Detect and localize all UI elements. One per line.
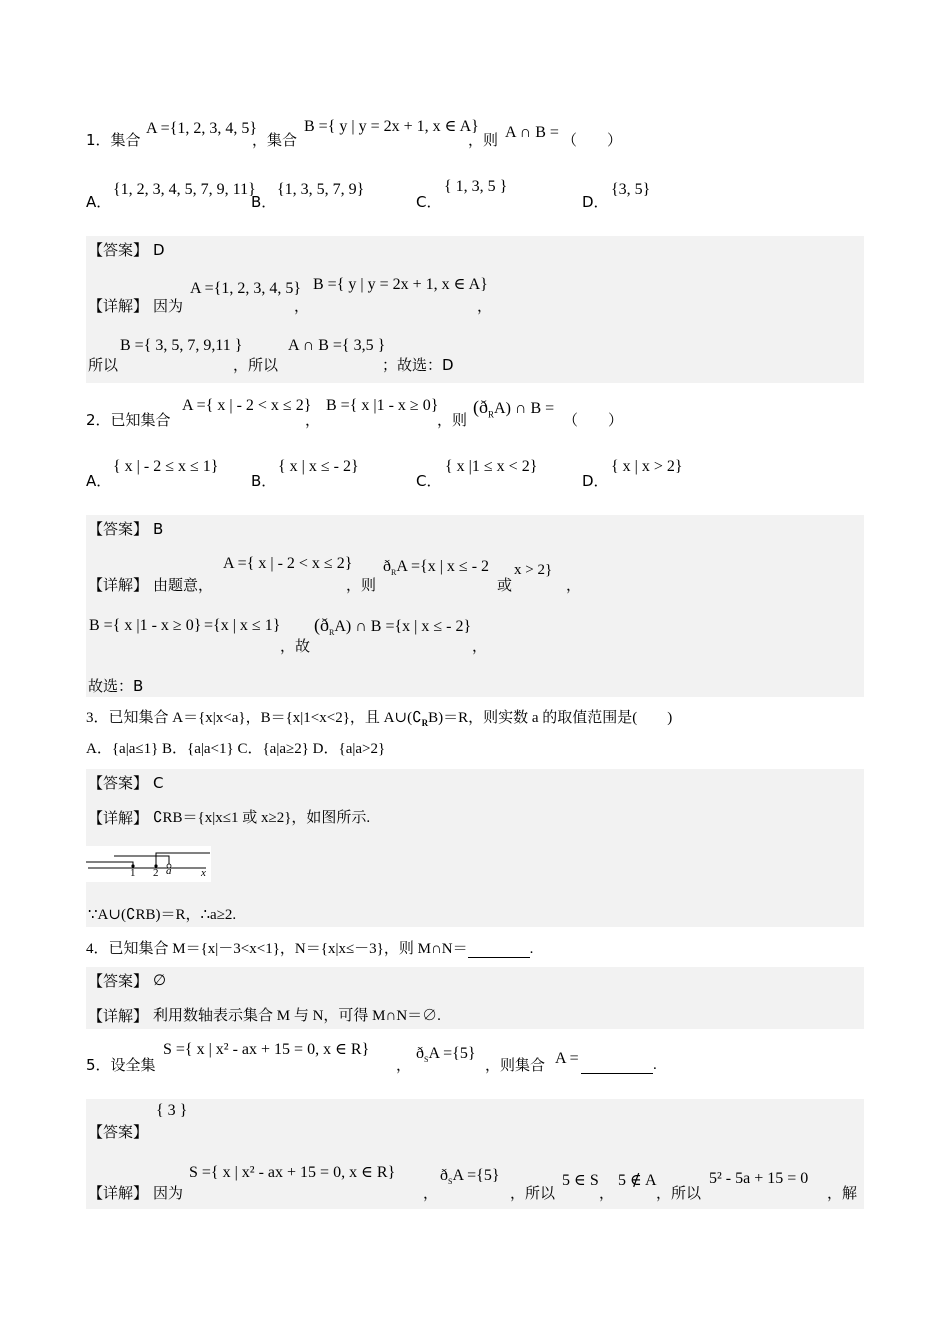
- q2-detail2-eq: ={x | x ≤ 1}: [204, 617, 281, 634]
- q2-option-b: { x | x ≤ - 2}: [278, 458, 359, 475]
- q2-detail2-set-b: B ={ x |1 - x ≥ 0}: [89, 617, 202, 634]
- q1-detail-set-a: A ={1, 2, 3, 4, 5}: [190, 280, 302, 297]
- q5-detail-so2: ，所以: [656, 1184, 702, 1202]
- q5-detail-equation: 5² - 5a + 15 = 0: [709, 1170, 809, 1187]
- q1-detail2-pre: 所以: [88, 356, 119, 374]
- q5-answer-box: [86, 1099, 864, 1209]
- q1-mid-text: ，集合: [252, 131, 298, 149]
- q3-answer: C: [153, 774, 164, 792]
- q2-option-d: { x | x > 2}: [611, 458, 683, 475]
- q2-detail-pre: 由题意，: [153, 576, 214, 594]
- q4-question: 4．已知集合 M＝{x|－3<x<1}，N＝{x|x≤－3}，则 M∩N＝ .: [86, 941, 534, 957]
- q1-number: 1．集合: [86, 131, 141, 149]
- q1-detail2-end: ；故选：D: [382, 356, 454, 374]
- q5-detail-complement: $ð_SA =\{5\}$: [440, 1167, 500, 1187]
- q4-answer-blank: [468, 943, 530, 958]
- q5-answer: { 3 }: [156, 1102, 188, 1119]
- q2-final: 故选：B: [88, 677, 144, 695]
- q2-detail2-expr: $(ð_RA)$ ∩ B ={x | x ≤ - 2}: [314, 615, 472, 638]
- q1-answer-label: 【答案】: [88, 241, 149, 259]
- q4-answer: ∅: [153, 973, 167, 989]
- q3-detail-label: 【详解】: [88, 809, 149, 827]
- q5-complement: $ð_SA =\{5\}$: [416, 1045, 476, 1065]
- q3-answer-label: 【答案】: [88, 774, 149, 792]
- q2-option-a: { x | - 2 ≤ x ≤ 1}: [113, 458, 219, 475]
- q1-option-a: {1, 2, 3, 4, 5, 7, 9, 11}: [113, 181, 256, 198]
- q1-option-d: {3, 5}: [611, 181, 651, 198]
- q3-detail: ∁RB＝{x|x≤1 或 x≥2}，如图所示.: [153, 810, 371, 826]
- q5-detail-label: 【详解】: [88, 1184, 149, 1202]
- q1-option-a-label: A．: [86, 193, 112, 211]
- q1-expr: A ∩ B =: [505, 124, 559, 141]
- q2-set-a: A ={ x | - 2 < x ≤ 2}: [182, 397, 312, 414]
- q2-detail-then: ，则: [346, 576, 377, 594]
- q2-option-c-label: C．: [416, 472, 442, 490]
- axis-label-2: 2: [153, 867, 159, 879]
- q1-detail-comma: ，: [294, 297, 310, 315]
- q1-option-b-label: B．: [251, 193, 277, 211]
- q2-expr-sub: R: [488, 409, 495, 420]
- q4-detail-label: 【详解】: [88, 1007, 149, 1025]
- q2-answer-box: [86, 515, 864, 697]
- q2-option-c: { x |1 ≤ x < 2}: [445, 458, 538, 475]
- q1-answer-box: [86, 236, 864, 383]
- q5-set-s: S ={ x | x² - ax + 15 = 0, x ∈ R}: [163, 1041, 370, 1058]
- q5-detail-pre: 因为: [153, 1184, 184, 1202]
- q2-detail-label: 【详解】: [88, 576, 149, 594]
- q2-detail2-comma: ，: [472, 637, 488, 655]
- q1-detail-set-b: B ={ y | y = 2x + 1, x ∈ A}: [313, 276, 488, 293]
- q5-detail-comma: ，: [423, 1184, 439, 1202]
- q1-option-c: { 1, 3, 5 }: [444, 178, 508, 195]
- axis-label-x: x: [201, 867, 206, 879]
- q3-options: A．{a|a≤1} B．{a|a<1} C．{a|a≥2} D．{a|a>2}: [86, 741, 386, 757]
- q1-detail2-set-b: B ={ 3, 5, 7, 9,11 }: [120, 337, 243, 354]
- q5-answer-label: 【答案】: [88, 1123, 149, 1141]
- q5-then: ，则集合: [485, 1056, 546, 1074]
- q5-number: 5．设全集: [86, 1056, 156, 1074]
- q2-detail-set-a: A ={ x | - 2 < x ≤ 2}: [223, 555, 353, 572]
- q1-answer: D: [153, 241, 165, 259]
- q1-option-d-label: D．: [582, 193, 609, 211]
- q2-answer-label: 【答案】: [88, 520, 149, 538]
- q1-detail-comma2: ，: [477, 297, 493, 315]
- q5-detail-comma2: ，: [599, 1184, 615, 1202]
- q2-detail2-so: ，故: [280, 637, 311, 655]
- q1-option-b: {1, 3, 5, 7, 9}: [277, 181, 365, 198]
- q5-comma: ，: [396, 1056, 412, 1074]
- q5-detail-set-s: S ={ x | x² - ax + 15 = 0, x ∈ R}: [189, 1164, 396, 1181]
- q5-answer-blank: [581, 1059, 653, 1074]
- q1-set-b: B ={ y | y = 2x + 1, x ∈ A}: [304, 118, 479, 135]
- axis-label-a: a: [166, 865, 172, 877]
- q2-option-a-label: A．: [86, 472, 112, 490]
- q5-set-a: A =: [555, 1050, 579, 1067]
- q2-comma: ，: [305, 411, 321, 429]
- q1-detail2-intersection: A ∩ B ={ 3,5 }: [288, 337, 386, 354]
- q1-detail2-mid: ，所以: [233, 356, 279, 374]
- q2-paren: （ ）: [563, 411, 624, 429]
- q2-detail-x-gt-2: x > 2}: [514, 562, 553, 578]
- q2-option-b-label: B．: [251, 472, 277, 490]
- q5-blank-line: .: [581, 1056, 657, 1074]
- number-line-figure: [86, 846, 211, 882]
- q2-detail-complement: $ð_RA =\{x$ | x ≤ - 2: [383, 558, 490, 578]
- q1-then: ，则: [468, 131, 499, 149]
- q2-set-b: B ={ x |1 - x ≥ 0}: [326, 397, 439, 414]
- q2-number: 2．已知集合: [86, 411, 171, 429]
- q5-detail-end: ，解: [827, 1184, 858, 1202]
- q1-detail-label: 【详解】: [88, 297, 149, 315]
- q2-detail-comma: ，: [566, 576, 582, 594]
- q2-then: ，则: [437, 411, 468, 429]
- q1-option-c-label: C．: [416, 193, 442, 211]
- q5-detail-in: 5 ∈ S: [562, 1172, 599, 1189]
- axis-label-1: 1: [130, 867, 136, 879]
- q2-expr: $(ð_RA)$ ∩ B =: [473, 397, 555, 420]
- q2-answer: B: [153, 520, 164, 538]
- q3-conclusion: ∵A∪(∁RB)＝R，∴a≥2.: [88, 907, 237, 923]
- q5-detail-notin: 5 ∉ A: [618, 1172, 657, 1189]
- q5-detail-so: ，所以: [510, 1184, 556, 1202]
- q1-paren: （ ）: [562, 131, 623, 149]
- q1-detail-pre: 因为: [153, 297, 184, 315]
- q2-detail-or: 或: [497, 576, 513, 594]
- q4-detail: 利用数轴表示集合 M 与 N，可得 M∩N＝∅.: [153, 1008, 441, 1024]
- q2-option-d-label: D．: [582, 472, 609, 490]
- q1-set-a: A ={1, 2, 3, 4, 5}: [146, 120, 258, 137]
- q3-question: 3．已知集合 A＝{x|x<a}，B＝{x|1<x<2}，且 $A\cup(∁_RB)=R$，则实数 a 的取值范围是( ): [86, 710, 673, 728]
- q4-answer-label: 【答案】: [88, 972, 149, 990]
